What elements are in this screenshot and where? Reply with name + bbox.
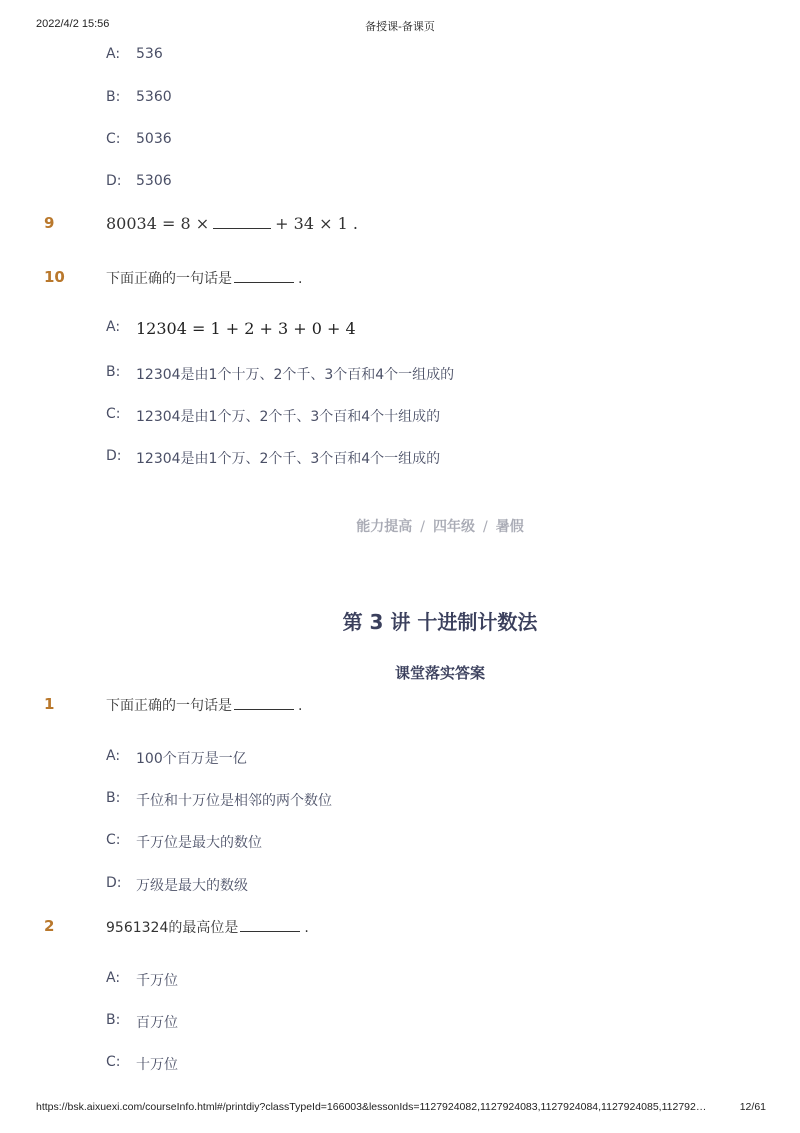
option-text: 12304是由1个十万、2个千、3个百和4个一组成的 — [136, 367, 455, 383]
section-subtitle: 课堂落实答案 — [394, 664, 485, 682]
print-url: https://bsk.aixuexi.com/courseInfo.html#/printdiy?classTypeId=166003&lessonIds=1127924082,1127924083,1127924084,1127924085,112792… — [36, 1101, 707, 1113]
breadcrumb-level: 能力提高 — [356, 519, 413, 535]
option-text: 5306 — [136, 173, 172, 189]
option-letter: D: — [106, 173, 122, 189]
question-end: . — [298, 271, 303, 287]
question-text — [106, 268, 302, 288]
option-text: 千万位 — [136, 973, 178, 989]
option-text: 12304是由1个万、2个千、3个百和4个十组成的 — [136, 409, 441, 425]
option-letter: B: — [106, 364, 121, 380]
option-text: 万级是最大的数级 — [136, 878, 248, 894]
breadcrumb-term: 暑假 — [495, 519, 524, 535]
question-number: 9 — [44, 214, 55, 232]
answer-blank — [234, 695, 294, 710]
option-letter: C: — [106, 406, 121, 422]
option-letter: A: — [106, 319, 121, 335]
breadcrumb-separator: / — [420, 519, 425, 535]
question-text — [106, 917, 309, 937]
print-page-title: 备授课-备课页 — [365, 21, 435, 33]
option-text: 十万位 — [136, 1057, 178, 1073]
option-text: 12304是由1个万、2个千、3个百和4个一组成的 — [136, 451, 441, 467]
option-letter: C: — [106, 1054, 121, 1070]
option-text: 千万位是最大的数位 — [136, 835, 262, 851]
option-math: 12304 = 1 + 2 + 3 + 0 + 4 — [136, 319, 356, 338]
question-end: . — [304, 920, 309, 936]
question-equation — [106, 214, 358, 233]
print-datetime: 2022/4/2 15:56 — [36, 18, 110, 30]
answer-blank — [240, 917, 300, 932]
option-text: 百万位 — [136, 1015, 178, 1031]
option-text: 100个百万是一亿 — [136, 751, 247, 767]
option-text: 千位和十万位是相邻的两个数位 — [136, 793, 332, 809]
breadcrumb — [0, 516, 800, 536]
question-end: . — [298, 698, 303, 714]
option-letter: D: — [106, 875, 122, 891]
option-letter: B: — [106, 790, 121, 806]
equation-left: 80034 = 8 × — [106, 214, 210, 233]
option-letter: B: — [106, 1012, 121, 1028]
option-letter: A: — [106, 46, 121, 62]
question-number: 1 — [44, 695, 55, 713]
question-text — [106, 695, 302, 715]
option-letter: C: — [106, 832, 121, 848]
page-number: 12/61 — [739, 1101, 766, 1113]
option-letter: A: — [106, 748, 121, 764]
option-letter: C: — [106, 131, 121, 147]
option-text: 5036 — [136, 131, 172, 147]
question-stem: 下面正确的一句话是 — [106, 698, 232, 714]
option-letter: D: — [106, 448, 122, 464]
question-stem: 下面正确的一句话是 — [106, 271, 232, 287]
breadcrumb-grade: 四年级 — [433, 519, 475, 535]
question-number: 2 — [44, 917, 55, 935]
option-text: 536 — [136, 46, 163, 62]
question-stem: 9561324的最高位是 — [106, 920, 239, 936]
answer-blank — [234, 268, 294, 283]
option-letter: B: — [106, 89, 121, 105]
answer-blank — [213, 214, 271, 229]
equation-right: + 34 × 1 . — [275, 214, 358, 233]
question-number: 10 — [44, 268, 65, 286]
option-letter: A: — [106, 970, 121, 986]
option-text: 5360 — [136, 89, 172, 105]
lesson-title: 第 3 讲 十进制计数法 — [342, 610, 538, 634]
breadcrumb-separator: / — [483, 519, 488, 535]
